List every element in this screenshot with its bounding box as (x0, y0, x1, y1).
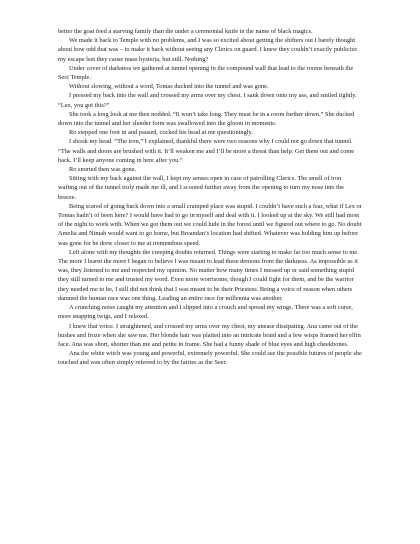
paragraph: Sitting with my back against the wall, I kept my senses open in case of patrolling Clerics. The smell of iron wafting out of the tunnel truly made me ill, and I scooted further away from the opening to turn my nose into the breeze. (58, 175, 344, 201)
paragraph: Left alone with my thoughts the creeping doubts returned. Things were starting to make far too much sense to me. The more I learnt the more I began to believe I was meant to lead these demons from the darkness. As impossible as it was, they listened to me and respected my opinion. No matter how many times I messed up or said something stupid they still turned to me and trusted my word. Even more worrisome, though I could fight for them, and be the warrior they needed me to be, I still did not think that I was meant to be their Priestess. Being a voice of reason when others damned the human race was one thing. Leading an entire race for millennia was another. (58, 248, 359, 302)
paragraph: Ana the white witch was young and powerful, extremely powerful. She could see the possible futures of people she touched and was often simply referred to by the fairies as the Seer. (58, 350, 362, 367)
paragraph: Ro stepped one foot in and paused, cocked his head at me questioningly. (69, 129, 253, 137)
paragraph: A crunching noise caught my attention and I slipped into a crouch and spread my wings. There was a soft curse, more snapping twigs, and I relaxed. (58, 304, 353, 321)
paragraph: I knew that voice. I straightened, and crossed my arms over my chest, my unease dissipating. Ana came out of the bushes and froze when she saw me. Her blonde hair was plaited into an intricate braid and a few wisps framed her elfin face. Ana was short, shorter than me and petite in frame. She had a funny shade of blue eyes and high cheekbones. (58, 322, 361, 348)
paragraph: Ro snorted then was gone. (69, 166, 137, 174)
paragraph: Under cover of darkness we gathered at tunnel opening in the compound wall that lead to the rooms beneath the Sect Temple. (58, 64, 354, 82)
paragraph: Without slowing, without a word, Tomas ducked into the tunnel and was gone. (69, 83, 269, 91)
paragraph: We made it back to Temple with no problems, and I was so excited about getting the shifters out I barely thought about how odd that was – to make it back without seeing any Clerics on guard. I knew they couldn’t exactly publicize my escape lest they cause mass hysteria, but still. Nothing? (58, 37, 358, 63)
paragraph: I shook my head. “The iron,” I explained, thankful there were two reasons why I could not go down that tunnel. “The walls and doors are brushed with it. It’ll weaken me and I’ll be more a threat than help. Get them out and come back. I’ll keep anyone coming in here after you.” (58, 138, 355, 164)
paragraph: She took a long look at me then nodded. “It won’t take long. They must be in a room further down.” She ducked down into the tunnel and her slender form was swallowed into the gloom in moments. (58, 110, 355, 128)
paragraph: better the goat feed a starving family than die under a ceremonial knife in the name of black magics. (58, 28, 313, 35)
paragraph: Being scared of going back down into a small cramped place was stupid. I couldn’t have such a fear, what if Lex or Tomas hadn’t of been here? I would have had to go in myself and deal with it. I looked up at the sky. We still had most of the night to work with. When we got them out we could hide in the forest until we figured out where to go. No doubt Amelia and Nimah would want to go home, but Breandan’s location had shifted. Whatever was holding him up before was gone for he drew closer to me at tremendous speed. (58, 202, 362, 247)
paragraph: I pressed my back into the wall and crossed my arms over my chest. I sank down onto my ass, and smiled tightly. “Lex, you got this?” (58, 92, 357, 109)
